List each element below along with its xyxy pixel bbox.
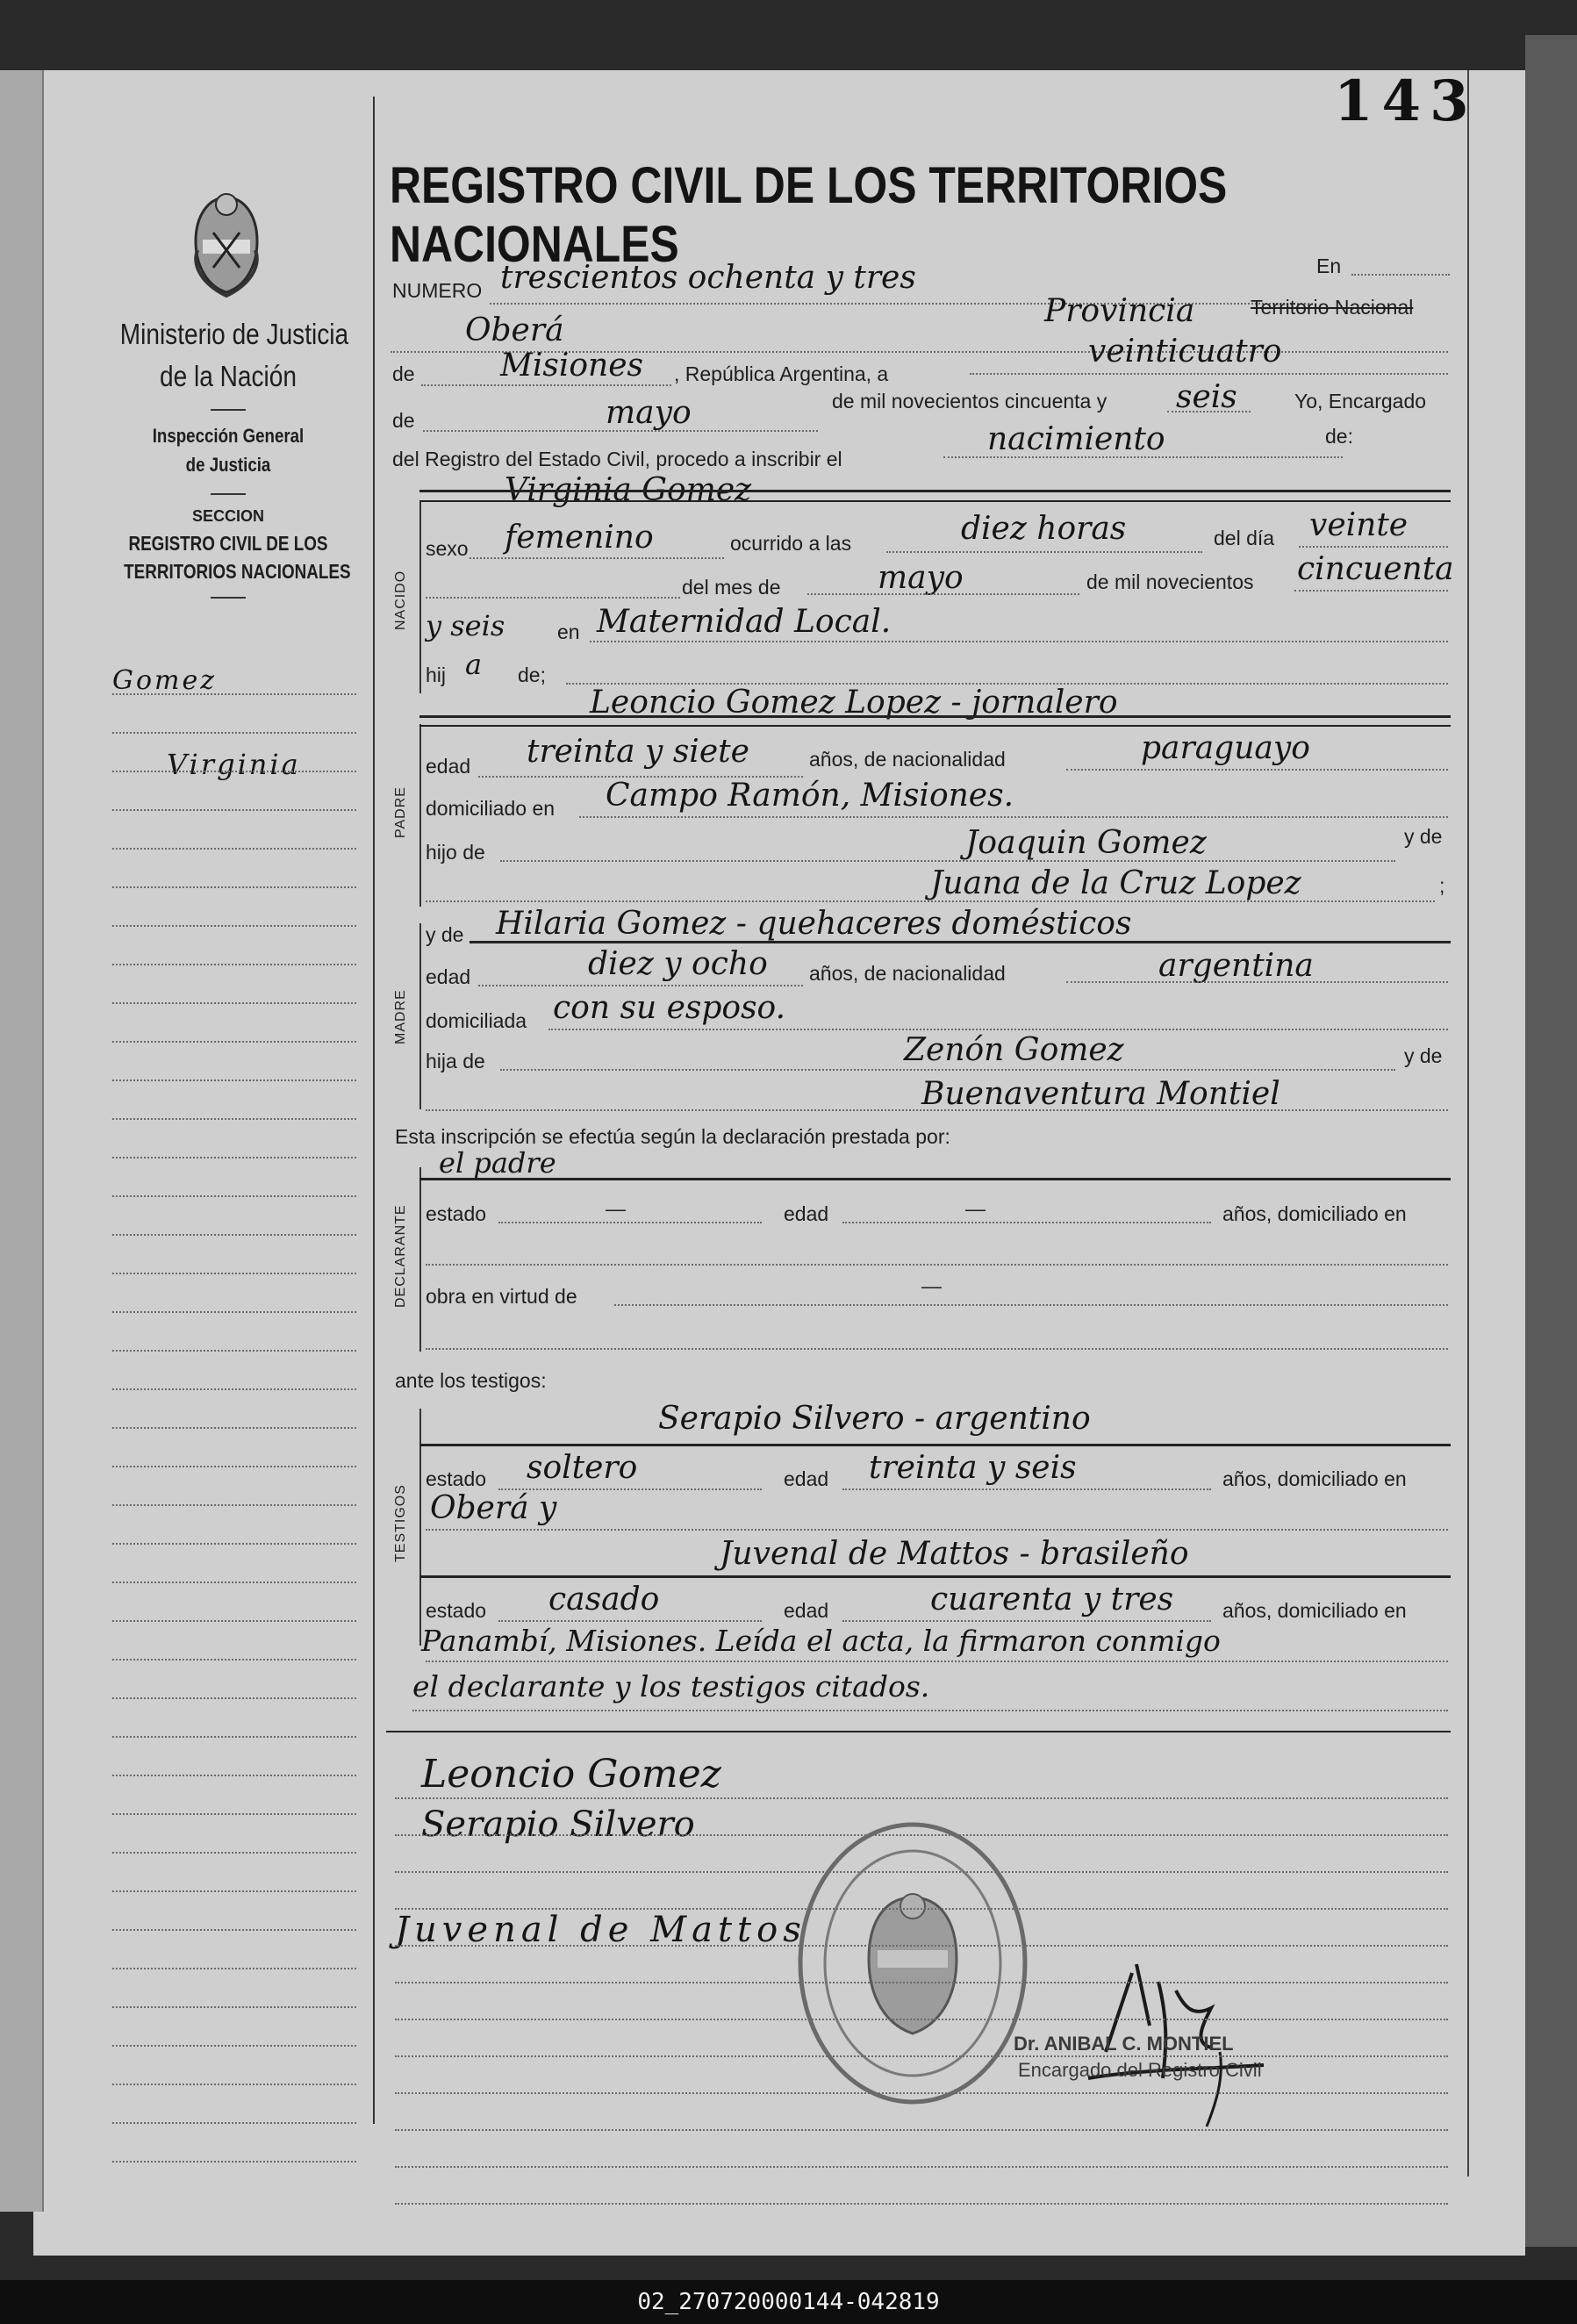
padre-domicilio-label: domiciliado en	[426, 797, 556, 820]
sidebar-ruled-line	[112, 1775, 356, 1776]
de2-label: de	[392, 409, 415, 432]
sidebar-ruled-line	[112, 732, 356, 734]
left-page-edge	[0, 70, 44, 2212]
sidebar-ruled-line	[112, 2045, 356, 2047]
madre-padre-value: Zenón Gomez	[904, 1032, 1124, 1068]
madre-padre-line	[500, 1069, 1395, 1071]
testigo1-edad-value: treinta y seis	[869, 1450, 1077, 1486]
padre-y-de-label: y de	[1404, 825, 1443, 848]
padre-padre-line	[500, 860, 1395, 862]
hij-value: a	[465, 648, 483, 681]
nacido-top-rule-2	[419, 500, 1451, 502]
margin-line	[373, 97, 375, 2124]
numero-label: NUMERO	[392, 279, 483, 302]
sidebar-ruled-line	[112, 693, 356, 695]
testigo1-estado-label: estado	[426, 1467, 487, 1490]
archive-id-footer: 02_270720000144-042819	[0, 2280, 1577, 2324]
testigo1-edad-line	[842, 1488, 1211, 1490]
hij-de-label: de;	[518, 663, 546, 686]
sidebar-ruled-line	[112, 771, 356, 772]
inspection-name-1: Inspección General	[152, 425, 305, 447]
mil-label: de mil novecientos	[1086, 570, 1254, 593]
madre-edad-value: diez y ocho	[588, 946, 768, 982]
testigo1-domicilio-line	[426, 1529, 1448, 1531]
sidebar-ruled-line	[112, 2122, 356, 2124]
sidebar-ruled-line	[112, 1002, 356, 1004]
de3-label: de:	[1325, 425, 1353, 448]
anio-value-2: y seis	[426, 609, 505, 642]
ministry-name-2: de la Nación	[160, 360, 297, 392]
declarante-domicilio-line	[426, 1264, 1448, 1266]
testigo2-edad-label: edad	[784, 1599, 829, 1622]
sidebar-ruled-line	[112, 2161, 356, 2163]
hij-label: hij	[426, 663, 447, 686]
closing-line	[412, 1710, 1448, 1711]
declarante-obra-line	[614, 1304, 1448, 1306]
signature-ruled-line	[395, 2203, 1448, 2205]
sidebar-ruled-line	[112, 2084, 356, 2085]
sidebar-ruled-line	[112, 1620, 356, 1622]
declarante-intro: Esta inscripción se efectúa según la declaración prestada por:	[395, 1125, 950, 1148]
declarante-name: el padre	[439, 1146, 556, 1180]
madre-domicilio-line	[548, 1029, 1448, 1030]
madre-domicilio-label: domiciliada	[426, 1009, 527, 1032]
padre-bracket	[419, 724, 421, 907]
sidebar-ruled-line	[112, 886, 356, 888]
sidebar-ruled-line	[112, 1890, 356, 1892]
padre-nacionalidad-value: paraguayo	[1141, 730, 1310, 766]
sidebar-ruled-line	[112, 1080, 356, 1081]
year-line	[1167, 411, 1251, 412]
registry-stamp-icon	[794, 1818, 1031, 2108]
testigo1-estado-value: soltero	[527, 1450, 638, 1486]
mes-lead-line	[426, 597, 680, 599]
testigo2-domicilio-line	[426, 1661, 1448, 1662]
official-name-stamp: Dr. ANIBAL C. MONTIEL	[1014, 2033, 1234, 2055]
signature-ruled-line	[395, 1945, 1448, 1947]
padre-madre-line	[426, 900, 1435, 902]
nacido-name: Virginia Gomez	[505, 472, 752, 508]
numero-value: trescientos ochenta y tres	[500, 260, 916, 296]
nacido-section-label: NACIDO	[393, 570, 408, 630]
sidebar-ruled-line	[112, 964, 356, 965]
declarante-edad-line	[842, 1222, 1211, 1223]
hora-value: diez horas	[961, 511, 1127, 547]
en-line	[1351, 274, 1450, 276]
padre-nacionalidad-line	[1066, 769, 1448, 771]
signature-ruled-line	[395, 1982, 1448, 1983]
year-value: seis	[1176, 379, 1237, 415]
section-name-2: TERRITORIOS NACIONALES	[124, 560, 351, 583]
month-value: mayo	[606, 395, 692, 431]
sidebar-ruled-line	[112, 1388, 356, 1390]
mes-line	[807, 593, 1079, 595]
declarante-extra-line	[426, 1348, 1448, 1350]
province-value: Provincia	[1044, 293, 1195, 329]
declarante-obra-value: —	[921, 1274, 942, 1297]
padre-top-rule	[419, 715, 1451, 718]
sidebar-ruled-line	[112, 1504, 356, 1506]
testigo2-edad-value: cuarenta y tres	[930, 1582, 1174, 1617]
padre-hijo-de-label: hijo de	[426, 841, 485, 864]
declarante-edad-value: —	[965, 1197, 986, 1220]
place-value: Oberá	[465, 312, 564, 348]
padre-padre-value: Joaquin Gomez	[965, 825, 1207, 861]
territorio-struck: Territorio Nacional	[1251, 296, 1414, 319]
month-line	[423, 430, 818, 432]
sidebar-ruled-line	[112, 1195, 356, 1197]
book-binding-edge	[1525, 35, 1577, 2247]
testigo2-estado-label: estado	[426, 1599, 487, 1622]
territory-line	[421, 384, 671, 386]
madre-section-label: MADRE	[393, 989, 408, 1044]
mes-value: mayo	[878, 560, 964, 596]
registro-label: del Registro del Estado Civil, procedo a inscribir el	[392, 448, 842, 470]
day-line	[970, 373, 1448, 375]
signature-ruled-line	[395, 2019, 1448, 2020]
section-name-1: REGISTRO CIVIL DE LOS	[128, 532, 328, 555]
padre-nacionalidad-label: años, de nacionalidad	[809, 748, 1006, 771]
nacido-bracket	[419, 500, 421, 693]
index-given-name: Virginia	[167, 748, 301, 781]
ministry-name-1: Ministerio de Justicia	[119, 318, 349, 350]
declarante-edad-label: edad	[784, 1202, 829, 1225]
testigo1-domicilio-value: Oberá y	[430, 1490, 557, 1526]
sidebar-ruled-line	[112, 1582, 356, 1583]
madre-madre-value: Buenaventura Montiel	[921, 1076, 1280, 1112]
republica-label: , República Argentina, a	[674, 362, 889, 385]
sidebar-ruled-line	[112, 1736, 356, 1738]
del-mes-label: del mes de	[682, 576, 781, 599]
madre-y-de-label: y de	[426, 923, 464, 946]
sidebar-ruled-line	[112, 1273, 356, 1274]
madre-nacionalidad-line	[1066, 981, 1448, 983]
official-title-stamp: Encargado del Registro Civil	[1018, 2059, 1262, 2081]
declarante-top-rule	[419, 1178, 1451, 1180]
sidebar-ruled-line	[112, 1427, 356, 1429]
testigo1-name: Serapio Silvero - argentino	[658, 1401, 1091, 1437]
padre-domicilio-value: Campo Ramón, Misiones.	[606, 778, 1014, 814]
encargado-label: Yo, Encargado	[1294, 390, 1427, 412]
padre-edad-label: edad	[426, 755, 471, 778]
hora-line	[886, 551, 1202, 553]
ministry-divider	[211, 409, 246, 411]
sidebar-ruled-line	[112, 1929, 356, 1931]
padre-edad-value: treinta y siete	[527, 734, 749, 770]
madre-edad-label: edad	[426, 965, 471, 988]
section-divider	[211, 597, 246, 599]
coat-of-arms-icon	[187, 189, 266, 298]
testigo2-top-rule	[419, 1575, 1451, 1578]
signatures-top-rule	[386, 1731, 1451, 1732]
en-lugar-label: en	[557, 620, 580, 643]
sidebar-ruled-line	[112, 1234, 356, 1236]
madre-bracket	[419, 923, 421, 1109]
madre-edad-line	[478, 985, 803, 986]
madre-top-rule	[470, 941, 1451, 943]
declarante-bracket	[419, 1167, 421, 1352]
declarante-domicilio-label: años, domiciliado en	[1222, 1202, 1407, 1225]
testigo2-domicilio-label: años, domiciliado en	[1222, 1599, 1407, 1622]
page-number: 143	[1334, 68, 1478, 134]
sidebar-ruled-line	[112, 1350, 356, 1352]
padre-madre-value: Juana de la Cruz Lopez	[930, 865, 1301, 901]
section-label: SECCION	[191, 507, 264, 525]
signature-ruled-line	[395, 2055, 1448, 2057]
anio-value: cincuenta	[1297, 551, 1454, 587]
inspection-divider	[211, 493, 246, 495]
madre-y-de-label-2: y de	[1404, 1044, 1443, 1067]
sidebar-ruled-line	[112, 1543, 356, 1545]
padre-top-rule-2	[419, 725, 1451, 727]
madre-madre-line	[426, 1109, 1448, 1111]
declarante-estado-line	[498, 1222, 762, 1223]
padre-semicolon: ;	[1439, 874, 1445, 897]
sidebar-ruled-line	[112, 1466, 356, 1467]
sidebar-ruled-line	[112, 848, 356, 850]
padre-section-label: PADRE	[393, 786, 408, 838]
lugar-line	[590, 641, 1448, 642]
dia-value: veinte	[1309, 507, 1409, 543]
declarante-estado-label: estado	[426, 1202, 487, 1225]
signature-ruled-line	[395, 2166, 1448, 2168]
testigo2-domicilio-value: Panambí, Misiones. Leída el acta, la firmaron conmigo	[421, 1624, 1221, 1658]
day-value: veinticuatro	[1088, 334, 1282, 369]
anio-line	[1294, 590, 1448, 592]
padre-name: Leoncio Gomez Lopez - jornalero	[590, 685, 1118, 721]
ocurrido-label: ocurrido a las	[730, 532, 852, 555]
lugar-value: Maternidad Local.	[597, 604, 892, 640]
madre-nacionalidad-value: argentina	[1158, 948, 1314, 984]
testigo1-top-rule	[419, 1444, 1451, 1446]
sidebar-ruled-line	[112, 1697, 356, 1699]
madre-hija-de-label: hija de	[426, 1050, 485, 1072]
signature-declarante: Leoncio Gomez	[421, 1752, 721, 1797]
right-border-line	[1467, 70, 1469, 2177]
signature-ruled-line	[395, 1797, 1448, 1799]
madre-nacionalidad-label: años, de nacionalidad	[809, 962, 1006, 985]
sidebar-ruled-line	[112, 1852, 356, 1854]
testigo2-estado-value: casado	[548, 1582, 660, 1617]
inspection-name-2: de Justicia	[185, 454, 271, 476]
year-label: de mil novecientos cincuenta y	[832, 390, 1107, 412]
declarante-section-label: DECLARANTE	[393, 1204, 408, 1308]
testigo1-domicilio-label: años, domiciliado en	[1222, 1467, 1407, 1490]
signature-testigo-2: Juvenal de Mattos	[395, 1910, 806, 1950]
signature-ruled-line	[395, 2129, 1448, 2131]
testigos-section-label: TESTIGOS	[393, 1484, 408, 1562]
signature-ruled-line	[395, 1871, 1448, 1873]
sidebar-ruled-line	[112, 1659, 356, 1661]
signature-ruled-line	[395, 1834, 1448, 1836]
sidebar-ruled-line	[112, 1311, 356, 1313]
signature-ruled-line	[395, 2092, 1448, 2094]
signature-testigo-1: Serapio Silvero	[421, 1804, 695, 1845]
sidebar-ruled-line	[112, 925, 356, 927]
de-label: de	[392, 362, 415, 385]
sidebar-ruled-line	[112, 1041, 356, 1043]
sidebar-ruled-line	[112, 1968, 356, 1969]
testigo1-edad-label: edad	[784, 1467, 829, 1490]
act-type-line	[943, 456, 1343, 458]
madre-domicilio-value: con su esposo.	[553, 990, 786, 1026]
sexo-line	[470, 557, 724, 559]
testigo2-estado-line	[498, 1620, 762, 1622]
en-label: En	[1316, 255, 1342, 277]
closing-text: el declarante y los testigos citados.	[412, 1669, 930, 1704]
del-dia-label: del día	[1214, 527, 1275, 549]
sidebar-ruled-line	[112, 2006, 356, 2008]
testigo2-name: Juvenal de Mattos - brasileño	[720, 1536, 1189, 1572]
declarante-obra-label: obra en virtud de	[426, 1285, 577, 1308]
madre-name: Hilaria Gomez - quehaceres domésticos	[496, 906, 1132, 942]
page-title: REGISTRO CIVIL DE LOS TERRITORIOS NACIONALES	[390, 157, 1228, 273]
testigos-intro: ante los testigos:	[395, 1369, 547, 1392]
padre-domicilio-line	[579, 816, 1448, 818]
sidebar-ruled-line	[112, 1157, 356, 1158]
act-type-value: nacimiento	[987, 421, 1165, 457]
dia-line	[1299, 546, 1448, 548]
sidebar-ruled-line	[112, 1118, 356, 1120]
testigo2-edad-line	[842, 1620, 1211, 1622]
nacido-top-rule	[419, 490, 1451, 492]
index-surname: Gomez	[112, 665, 218, 696]
sexo-label: sexo	[426, 537, 469, 560]
territory-value: Misiones	[500, 348, 644, 384]
sidebar-ruled-line	[112, 809, 356, 811]
declarante-estado-value: —	[606, 1197, 626, 1220]
sidebar-ruled-line	[112, 1813, 356, 1815]
signature-ruled-line	[395, 1908, 1448, 1910]
sexo-value: femenino	[505, 520, 654, 556]
